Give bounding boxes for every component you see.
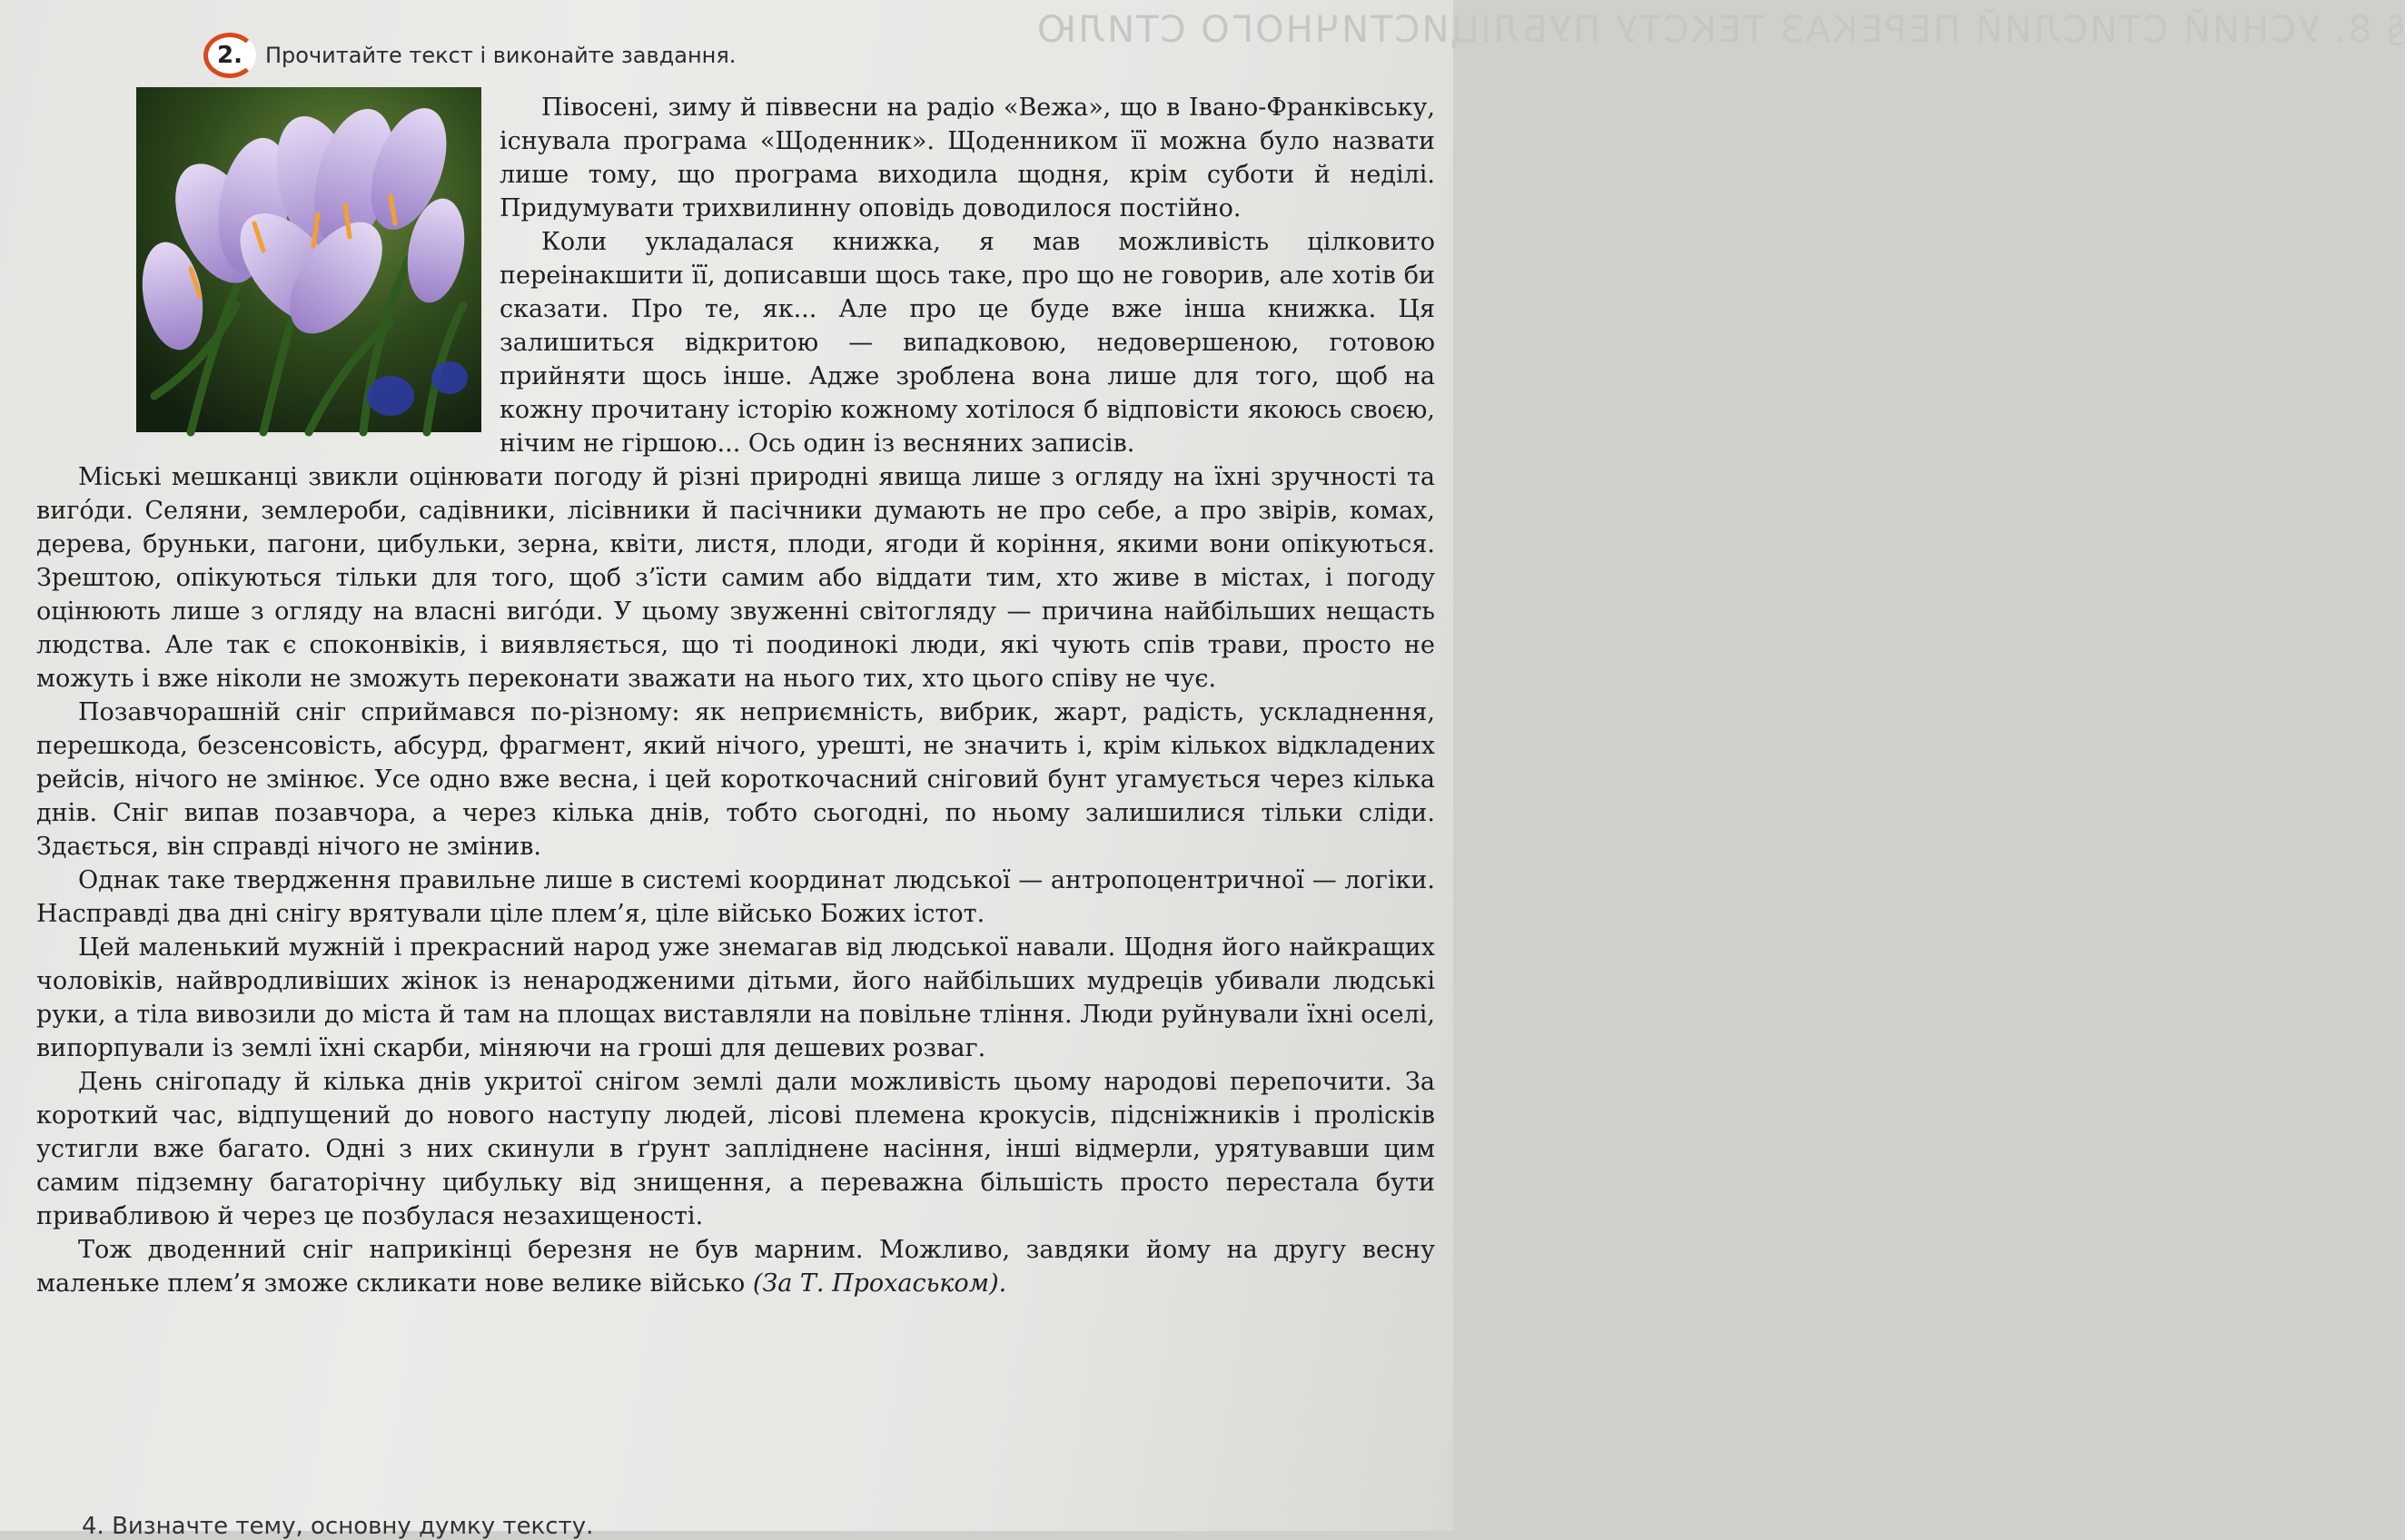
paragraph: Коли укладалася книжка, я мав можливість цілковито переінакшити її, дописавши щось таке, про що не говорив, але хотів би сказати. Про те, як... Але про це буде вже інша книжка. Ця залишиться відкритою — випадковою, недовершеною, готовою прийняти щось інше. Адже зроблена вона лише для того, щоб на кожну прочитану історію кожному хотілося б відповісти якоюсь своєю, нічим не гіршою... Ось один із весняних записів.	[500, 228, 1435, 458]
show-through-header: § 8. УСНИЙ СТИСЛИЙ ПЕРЕКАЗ ТЕКСТУ ПУБЛІЦИСТИЧНОГО СТИЛЮ	[1035, 9, 2405, 51]
paragraph-text: Тож дводенний сніг наприкінці березня не був марним. Можливо, завдяки йому на другу весну маленьке плем’я зможе скликати нове велике військо	[36, 1236, 1435, 1298]
task-instruction: Прочитайте текст і виконайте завдання.	[265, 43, 737, 68]
last-paragraph	[36, 1233, 1435, 1300]
paragraph: Однак таке твердження правильне лише в системі координат людської — антропоцентричної — логіки. Насправді два дні снігу врятували ціле плем’я, ціле військо Божих істот.	[36, 866, 1435, 928]
paragraph: Цей маленький мужній і прекрасний народ уже знемагав від людської навали. Щодня його найкращих чоловіків, найвродливіших жінок із ненародженими дітьми, його найбільших мудреців убивали людські руки, а тіла вивозили до міста й там на площах виставляли на повільне тління. Люди руйнували їхні оселі, випорпували із землі їхні скарби, міняючи на гроші для дешевих розваг.	[36, 933, 1435, 1062]
paragraph: День снігопаду й кілька днів укритої снігом землі дали можливість цьому народові перепочити. За короткий час, відпущений до нового наступу людей, лісові племена крокусів, підсніжників і пролісків устигли вже багато. Одні з них скинули в ґрунт запліднене насіння, інші відмерли, урятувавши цим самим підземну багаторічну цибульку від знищення, а переважна більшість просто перестала бути привабливою й через це позбулася незахищеності.	[36, 1068, 1435, 1230]
article-text	[36, 91, 1435, 1300]
paragraph: Міські мешканці звикли оцінювати погоду й різні природні явища лише з огляду на їхні зручності та виго́ди. Селяни, землероби, садівники, лісівники й пасічники думають не про себе, а про звірів, комах, дерева, бруньки, пагони, цибульки, зерна, квіти, листя, плоди, ягоди й коріння, якими вони опікуються. Зрештою, опікуються тільки для того, щоб з’їсти самим або віддати тим, хто живе в містах, і погоду оцінюють лише з огляду на власні виго́ди. У цьому звуженні світогляду — причина найбільших нещасть людства. Але так є споконвіків, і виявляється, що ті поодинокі люди, які чують спів трави, просто не можуть і вже ніколи не зможуть переконати зважати на нього тих, хто цього співу не чує.	[36, 463, 1435, 693]
next-task-cut: 4. Визначте тему, основну думку тексту.	[82, 1513, 594, 1540]
task-number-badge: 2.	[203, 33, 256, 78]
task-header	[203, 33, 736, 78]
paragraph: Позавчорашній сніг сприймався по-різному: як неприємність, вибрик, жарт, радість, ускладнення, перешкода, безсенсовість, абсурд, фрагмент, який нічого, урешті, не значить і, крім кількох відкладених рейсів, нічого не змінює. Усе одно вже весна, і цей короткочасний сніговий бунт угамується через кілька днів. Сніг випав позавчора, а через кілька днів, тобто сьогодні, по ньому залишилися тільки сліди. Здається, він справді нічого не змінив.	[36, 698, 1435, 861]
attribution: (За Т. Прохаськом).	[752, 1269, 1007, 1298]
paragraph: Півосені, зиму й піввесни на радіо «Вежа», що в Івано-Франківську, існувала програма «Щоденник». Щоденником її можна було назвати лише тому, що програма виходила щодня, крім суботи й неділі. Придумувати трихвилинну оповідь доводилося постійно.	[500, 94, 1435, 222]
